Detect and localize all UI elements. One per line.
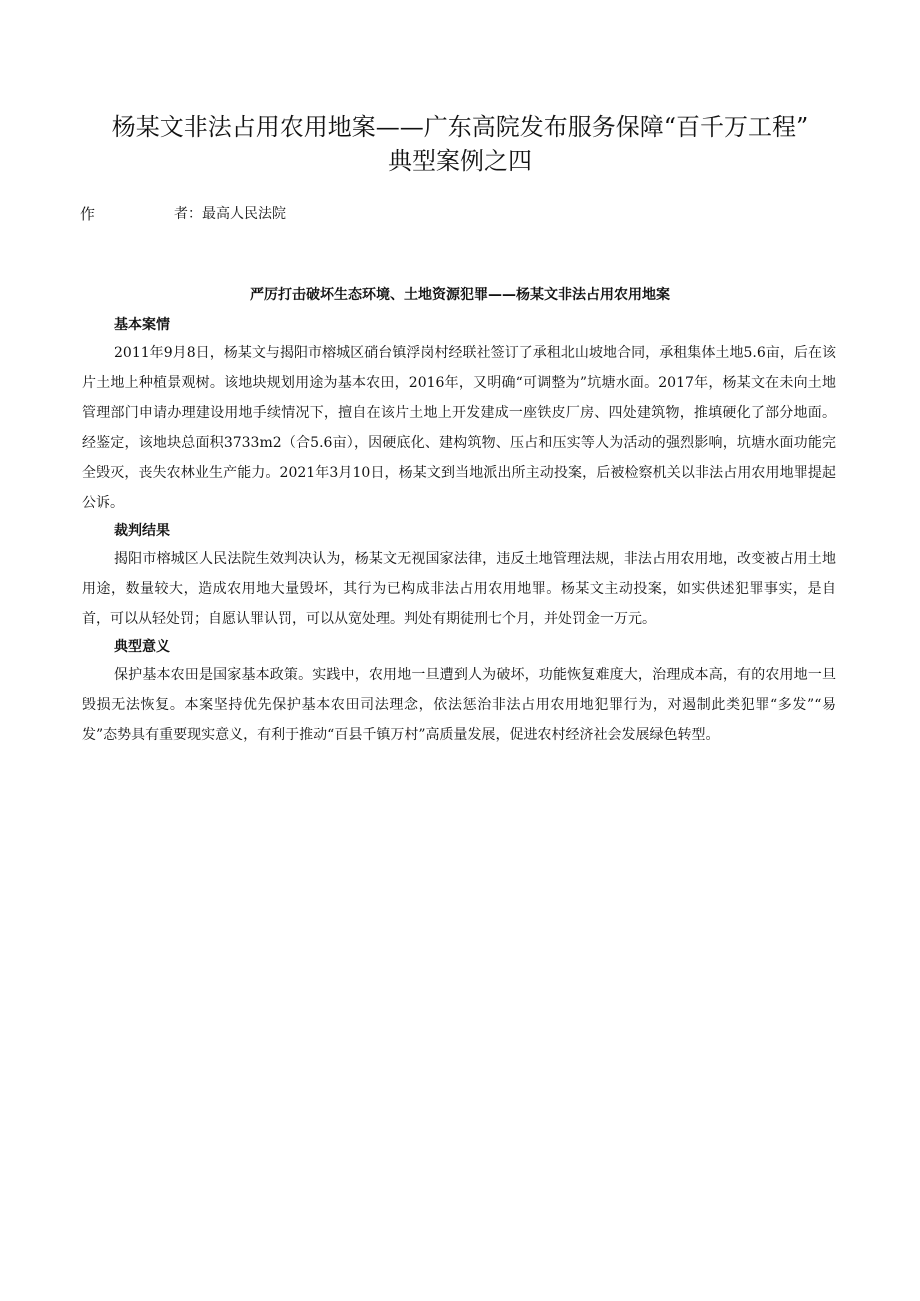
document-title-line-2: 典型案例之四: [388, 147, 532, 175]
document-title: [70, 110, 850, 178]
author-label-second: 者：: [174, 206, 202, 222]
author-value: 最高人民法院: [202, 206, 286, 222]
author-label-first: 作: [80, 205, 96, 223]
section-text-judgment: 揭阳市榕城区人民法院生效判决认为，杨某文无视国家法律，违反土地管理法规，非法占用农用地，改变被占用土地用途，数量较大，造成农用地大量毁坏，其行为已构成非法占用农用地罪。杨某文主动投案，如实供述犯罪事实，是自首，可以从轻处罚；自愿认罪认罚，可以从宽处理。判处有期徒刑七个月，并处罚金一万元。: [82, 551, 836, 627]
section-text-basic-facts: 2011年9月8日，杨某文与揭阳市榕城区硝台镇浮岗村经联社签订了承租北山坡地合同，承租集体土地5.6亩，后在该片土地上种植景观树。该地块规划用途为基本农田，2016年，又明确“可调整为”坑塘水面。2017年，杨某文在未向土地管理部门申请办理建设用地手续情况下，擅自在该片土地上开发建成一座铁皮厂房、四处建筑物，推填硬化了部分地面。经鉴定，该地块总面积3733m2（合5.6亩），因硬底化、建构筑物、压占和压实等人为活动的强烈影响，坑塘水面功能完全毁灭，丧失农林业生产能力。2021年3月10日，杨某文到当地派出所主动投案，后被检察机关以非法占用农用地罪提起公诉。: [82, 345, 836, 511]
section-text-significance: 保护基本农田是国家基本政策。实践中，农用地一旦遭到人为破坏，功能恢复难度大，治理成本高，有的农用地一旦毁损无法恢复。本案坚持优先保护基本农田司法理念，依法惩治非法占用农用地犯罪行为，对遏制此类犯罪“多发”“易发”态势具有重要现实意义，有利于推动“百县千镇万村”高质量发展，促进农村经济社会发展绿色转型。: [82, 667, 836, 743]
document-title-line-1: 杨某文非法占用农用地案——广东高院发布服务保障“百千万工程”: [111, 113, 809, 141]
author-label-rest: [174, 203, 286, 225]
section-heading-significance: 典型意义: [114, 639, 170, 655]
section-heading-judgment: 裁判结果: [114, 523, 170, 539]
case-subtitle: 严厉打击破坏生态环境、土地资源犯罪——杨某文非法占用农用地案: [250, 287, 670, 303]
section-heading-basic-facts: 基本案情: [114, 317, 170, 333]
document-body: [82, 312, 836, 750]
